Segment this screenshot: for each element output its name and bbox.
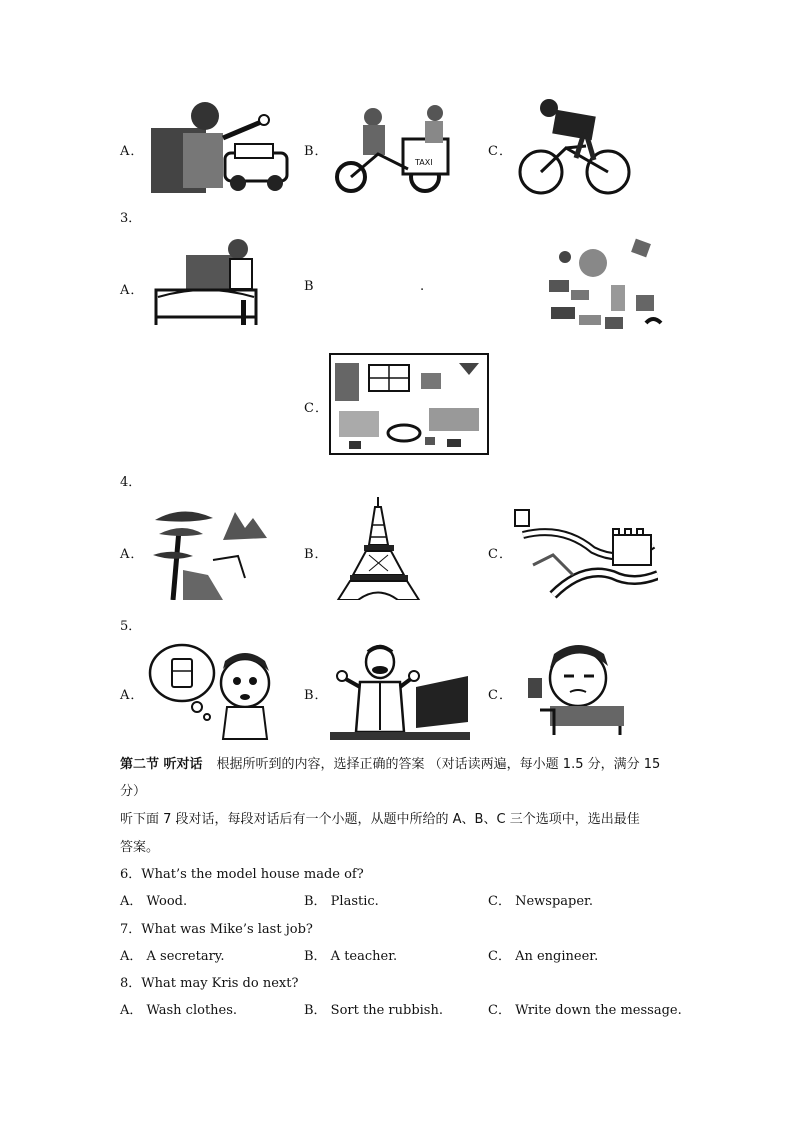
- question-number-4: 4．: [120, 475, 142, 490]
- excited-man-computer-image: [330, 642, 470, 742]
- great-wall-image: [513, 505, 658, 600]
- q5-option-a-label: A．: [120, 688, 145, 703]
- bicycle-rider-image: [514, 98, 634, 196]
- q5-option-b-label: B．: [304, 688, 329, 703]
- question-number-5: 5．: [120, 619, 142, 634]
- eiffel-tower-image: [336, 495, 421, 600]
- mountain-pine-tree-image: [153, 500, 268, 600]
- section-heading: 第二节 听对话: [120, 757, 203, 772]
- option-a-label: A．: [120, 144, 145, 159]
- question-8-option-b: B． Sort the rubbish.: [304, 1003, 443, 1018]
- thirsty-boy-image: [147, 641, 277, 741]
- option-b-label: B．: [304, 144, 329, 159]
- question-7-option-b: B． A teacher.: [304, 949, 398, 964]
- q3-option-c-label: C．: [304, 401, 329, 416]
- tricycle-image: [333, 99, 453, 194]
- q3-option-b-dot: .: [420, 279, 425, 294]
- question-6-option-c: C． Newspaper.: [488, 894, 593, 909]
- q3-option-b-label: B: [304, 279, 315, 294]
- question-number-3: 3．: [120, 211, 142, 226]
- q4-option-b-label: B．: [304, 547, 329, 562]
- svg-text:TAXI: TAXI: [415, 158, 433, 167]
- q4-option-a-label: A．: [120, 547, 145, 562]
- q4-option-c-label: C．: [488, 547, 513, 562]
- section-instruction-line-1: [120, 753, 660, 772]
- hitchhiker-car-image: [143, 98, 293, 198]
- option-c-label: C．: [488, 144, 513, 159]
- section-instruction-line-2-end: 答案。: [120, 840, 160, 855]
- question-8-stem: 8．What may Kris do next?: [120, 976, 299, 991]
- section-instruction-line-1-end: 分）: [120, 784, 147, 799]
- question-7-option-c: C． An engineer.: [488, 949, 599, 964]
- section-instruction-text: 根据所听到的内容，选择正确的答案 （对话读两遍，每小题 1.5 分，满分 15: [216, 757, 661, 772]
- question-7-option-a: A． A secretary.: [120, 949, 225, 964]
- messy-kid-scene-image: [541, 235, 671, 335]
- question-8-option-c: C． Write down the message.: [488, 1003, 682, 1018]
- q5-option-c-label: C．: [488, 688, 513, 703]
- question-6-stem: 6．What’s the model house made of?: [120, 867, 364, 882]
- messy-room-image: [329, 353, 489, 455]
- boy-making-bed-image: [146, 235, 266, 330]
- question-8-option-a: A． Wash clothes.: [120, 1003, 238, 1018]
- section-instruction-line-2: 听下面 7 段对话，每段对话后有一个小题，从题中所给的 A、B、C 三个选项中，选出最佳: [120, 812, 640, 827]
- question-6-option-b: B． Plastic.: [304, 894, 379, 909]
- question-6-option-a: A． Wood.: [120, 894, 188, 909]
- question-7-stem: 7．What was Mike’s last job?: [120, 922, 313, 937]
- tired-student-desk-image: [520, 640, 630, 735]
- q3-option-a-label: A．: [120, 283, 145, 298]
